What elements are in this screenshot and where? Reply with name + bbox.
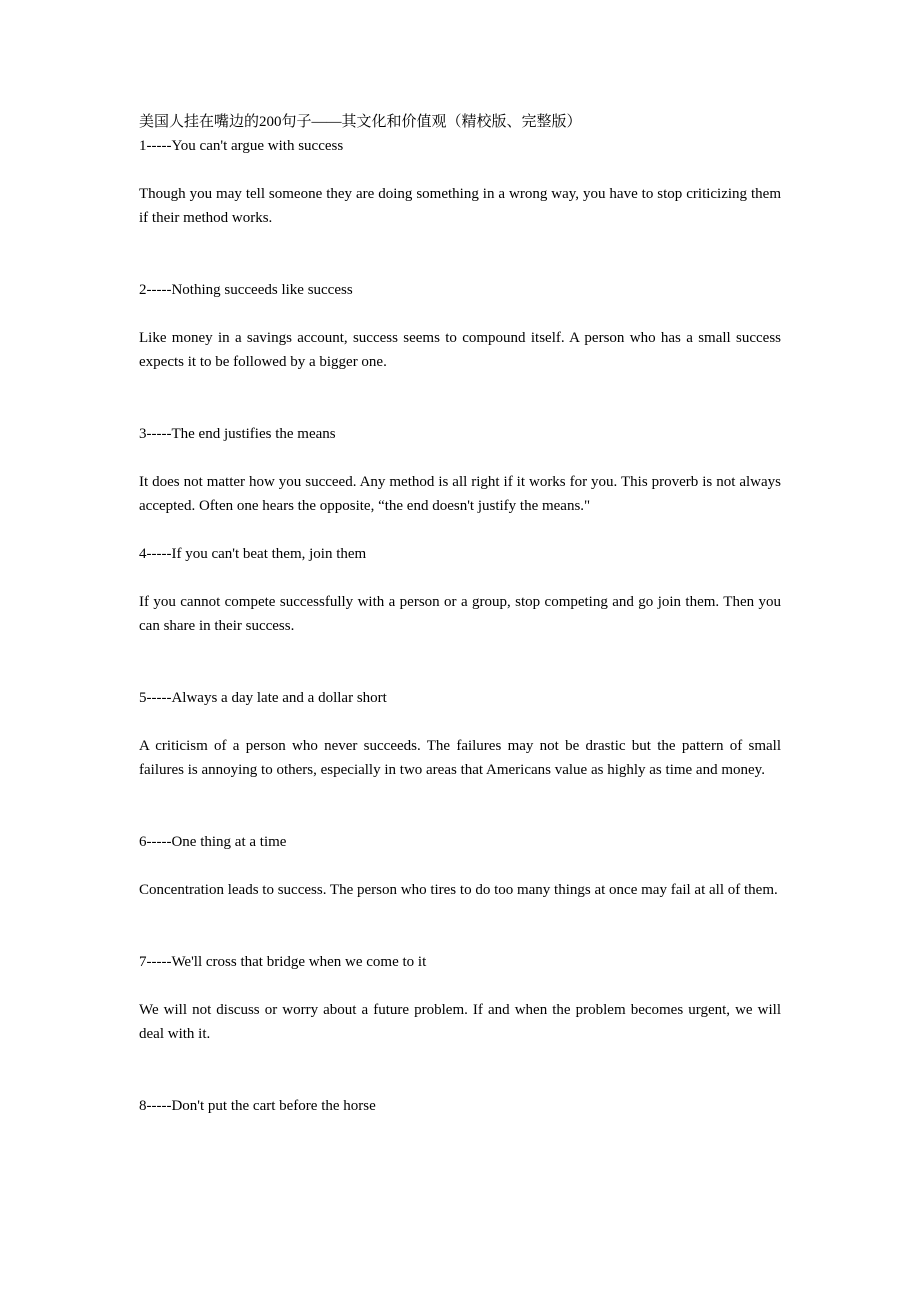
- entry-heading: 7-----We'll cross that bridge when we come to it: [139, 954, 427, 970]
- entry-body: It does not matter how you succeed. Any method is all right if it works for you. This proverb is not always accepted. Often one hears the opposite, “the end doesn't justify the means.": [139, 474, 781, 514]
- spacer: [139, 158, 781, 182]
- entry-body: Like money in a savings account, success seems to compound itself. A person who has a small success expects it to be followed by a bigger one.: [139, 330, 781, 370]
- spacer: [139, 566, 781, 590]
- entry-body: A criticism of a person who never succeeds. The failures may not be drastic but the pattern of small failures is annoying to others, especially in two areas that Americans value as highly as time and money.: [139, 738, 781, 778]
- entry-heading: 8-----Don't put the cart before the horse: [139, 1098, 376, 1114]
- spacer: [139, 638, 781, 686]
- entry-heading: 6-----One thing at a time: [139, 834, 287, 850]
- spacer: [139, 446, 781, 470]
- spacer: [139, 518, 781, 542]
- spacer: [139, 302, 781, 326]
- document-page: [139, 110, 781, 1118]
- entry-body: We will not discuss or worry about a future problem. If and when the problem becomes urgent, we will deal with it.: [139, 1002, 781, 1042]
- entry-heading: 2-----Nothing succeeds like success: [139, 282, 353, 298]
- spacer: [139, 902, 781, 950]
- spacer: [139, 374, 781, 422]
- spacer: [139, 230, 781, 278]
- entry-heading: 1-----You can't argue with success: [139, 138, 344, 154]
- spacer: [139, 974, 781, 998]
- entry-body: Though you may tell someone they are doing something in a wrong way, you have to stop criticizing them if their method works.: [139, 186, 781, 226]
- entry-heading: 5-----Always a day late and a dollar short: [139, 690, 387, 706]
- document-title: 美国人挂在嘴边的200句子——其文化和价值观（精校版、完整版）: [139, 114, 582, 130]
- entry-body: If you cannot compete successfully with a person or a group, stop competing and go join them. Then you can share in their success.: [139, 594, 781, 634]
- spacer: [139, 1046, 781, 1094]
- spacer: [139, 854, 781, 878]
- entry-body: Concentration leads to success. The person who tires to do too many things at once may fail at all of them.: [139, 882, 778, 898]
- spacer: [139, 782, 781, 830]
- entry-heading: 4-----If you can't beat them, join them: [139, 546, 367, 562]
- entry-heading: 3-----The end justifies the means: [139, 426, 336, 442]
- spacer: [139, 710, 781, 734]
